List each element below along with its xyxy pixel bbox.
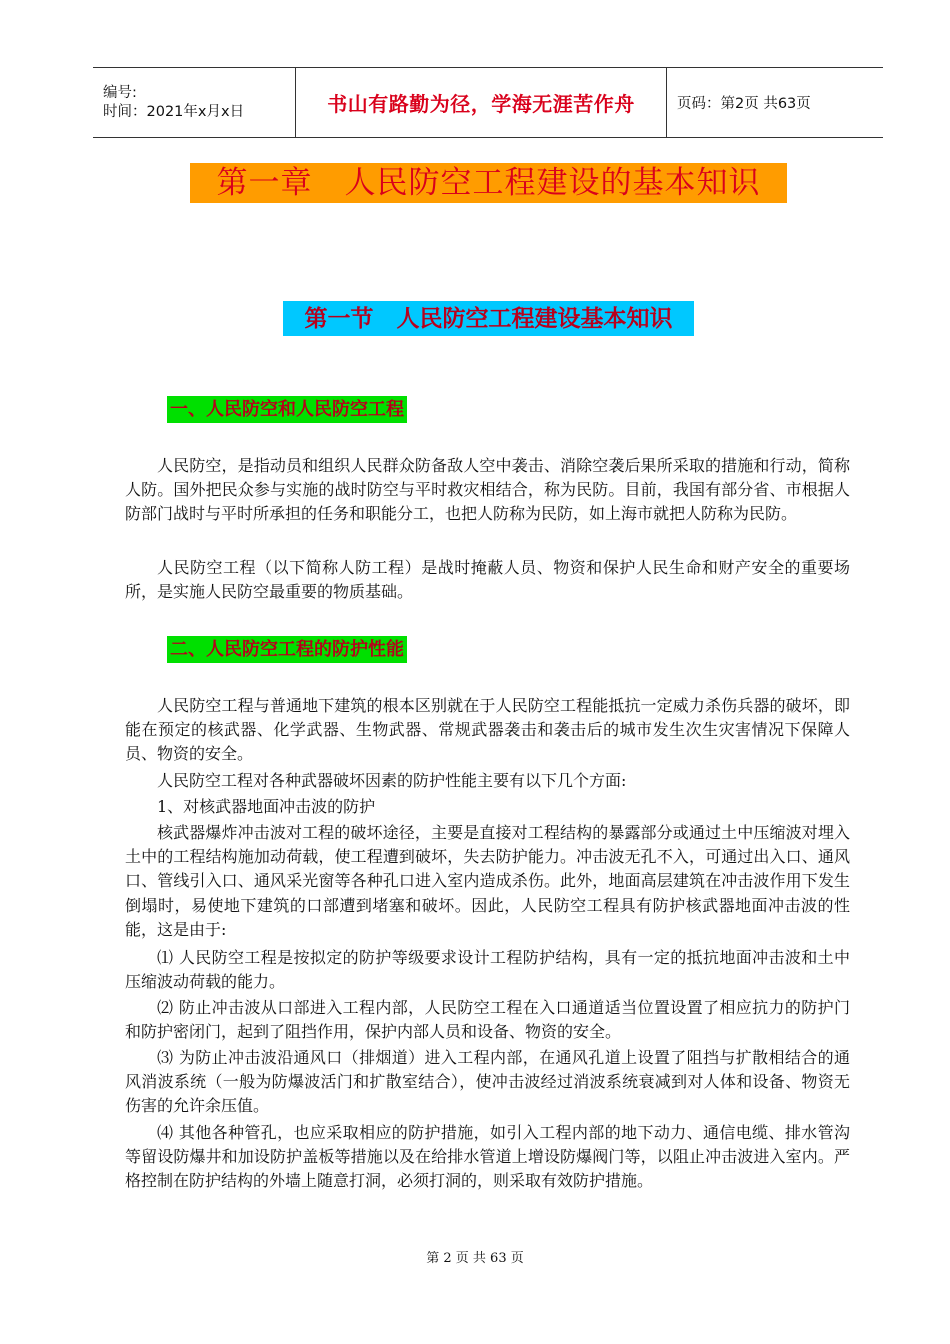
page-footer: 第 2 页 共 63 页: [426, 1251, 524, 1266]
motto-text: 书山有路勤为径，学海无涯苦作舟: [327, 92, 635, 116]
section-title: 第一节 人民防空工程建设基本知识: [283, 301, 694, 336]
paragraph: 核武器爆炸冲击波对工程的破坏途径，主要是直接对工程结构的暴露部分或通过土中压缩波对埋入土中的工程结构施加动荷载，使工程遭到破坏，失去防护能力。冲击波无孔不入，可通过出入口、通风口、管线引入口、通风采光窗等各种孔口进入室内造成杀伤。此外，地面高层建筑在冲击波作用下发生倒塌时，易使地下建筑的口部遭到堵塞和破坏。因此，人民防空工程具有防护核武器地面冲击波的性能，这是由于:: [125, 823, 850, 939]
subsection-title-2: 二、人民防空工程的防护性能: [167, 636, 407, 663]
subsection-title-1: 一、人民防空和人民防空工程: [167, 396, 407, 423]
header-motto: [295, 68, 667, 137]
header-meta: [93, 68, 295, 137]
document-time-label: 时间：2021年x月x日: [103, 103, 245, 120]
page-header: [93, 67, 883, 138]
paragraph: 人民防空工程与普通地下建筑的根本区别就在于人民防空工程能抵抗一定威力杀伤兵器的破坏，即能在预定的核武器、化学武器、生物武器、常规武器袭击和袭击后的城市发生次生灾害情况下保障人员、物资的安全。: [125, 696, 850, 764]
page-number-label: 页码：第2页 共63页: [677, 96, 811, 112]
document-number-label: 编号:: [103, 84, 137, 101]
paragraph: 人民防空工程对各种武器破坏因素的防护性能主要有以下几个方面:: [157, 771, 627, 790]
chapter-title: 第一章 人民防空工程建设的基本知识: [190, 163, 787, 203]
paragraph: ⑴ 人民防空工程是按拟定的防护等级要求设计工程防护结构，具有一定的抵抗地面冲击波和土中压缩波动荷载的能力。: [125, 948, 850, 992]
paragraph: ⑵ 防止冲击波从口部进入工程内部，人民防空工程在入口通道适当位置设置了相应抗力的防护门和防护密闭门，起到了阻挡作用，保护内部人员和设备、物资的安全。: [125, 998, 850, 1042]
header-page-number: [667, 68, 883, 137]
paragraph: 人民防空工程（以下简称人防工程）是战时掩蔽人员、物资和保护人民生命和财产安全的重要场所，是实施人民防空最重要的物质基础。: [125, 558, 850, 602]
paragraph: ⑷ 其他各种管孔，也应采取相应的防护措施，如引入工程内部的地下动力、通信电缆、排水管沟等留设防爆井和加设防护盖板等措施以及在给排水管道上增设防爆阀门等，以阻止冲击波进入室内。严格控制在防护结构的外墙上随意打洞，必须打洞的，则采取有效防护措施。: [125, 1123, 850, 1191]
paragraph: 1、对核武器地面冲击波的防护: [157, 797, 376, 816]
paragraph: 人民防空，是指动员和组织人民群众防备敌人空中袭击、消除空袭后果所采取的措施和行动，简称人防。国外把民众参与实施的战时防空与平时救灾相结合，称为民防。目前，我国有部分省、市根据人防部门战时与平时所承担的任务和职能分工，也把人防称为民防，如上海市就把人防称为民防。: [125, 456, 850, 524]
paragraph: ⑶ 为防止冲击波沿通风口（排烟道）进入工程内部，在通风孔道上设置了阻挡与扩散相结合的通风消波系统（一般为防爆波活门和扩散室结合），使冲击波经过消波系统衰减到对人体和设备、物资无伤害的允许余压值。: [125, 1048, 850, 1116]
